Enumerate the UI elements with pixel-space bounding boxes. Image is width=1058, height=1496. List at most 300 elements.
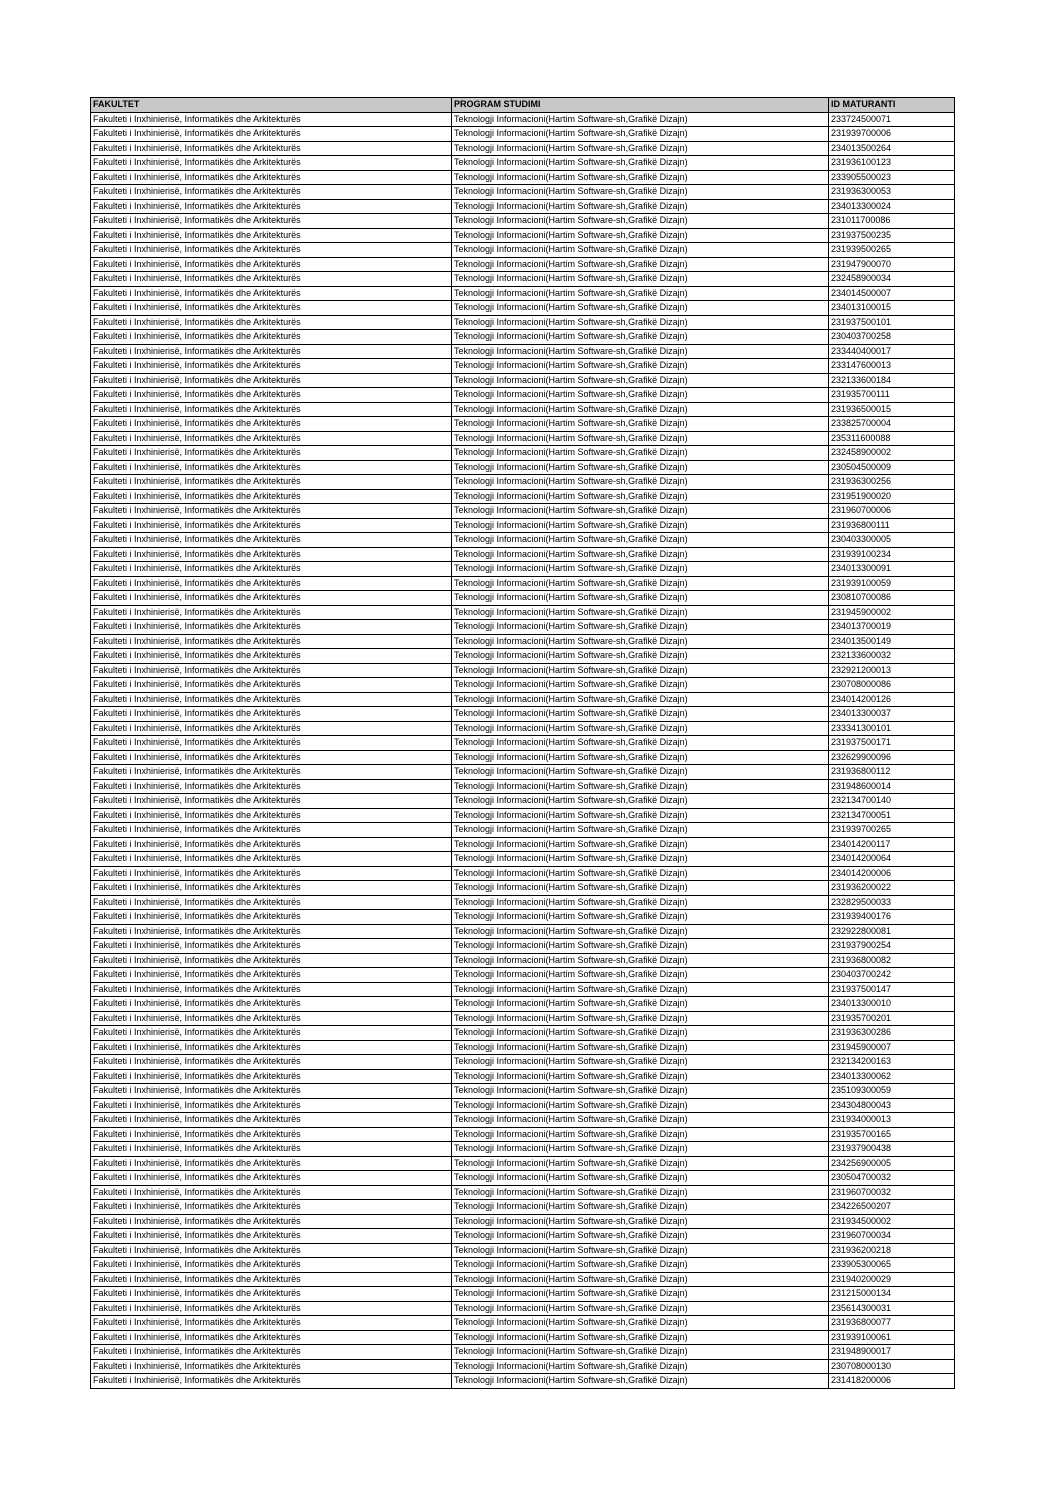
student-id-cell: 234226500207 (829, 1200, 955, 1215)
program-cell: Teknologji Informacioni(Hartim Software-sh,Grafikë Dizajn) (452, 1171, 829, 1186)
table-row (91, 199, 955, 214)
faculty-cell: Fakulteti i Inxhinierisë, Informatikës dhe Arkitekturës (91, 895, 452, 910)
student-id-cell: 231936300256 (829, 475, 955, 490)
student-id-cell: 230403700258 (829, 330, 955, 345)
faculty-cell: Fakulteti i Inxhinierisë, Informatikës dhe Arkitekturës (91, 1011, 452, 1026)
student-id-cell: 230810700086 (829, 591, 955, 606)
table-row (91, 286, 955, 301)
program-cell: Teknologji Informacioni(Hartim Software-sh,Grafikë Dizajn) (452, 576, 829, 591)
student-id-cell: 233825700004 (829, 417, 955, 432)
student-id-cell: 231945900007 (829, 1040, 955, 1055)
table-row (91, 417, 955, 432)
table-row (91, 446, 955, 461)
student-id-cell: 234013300062 (829, 1069, 955, 1084)
table-row (91, 402, 955, 417)
table-row (91, 489, 955, 504)
faculty-cell: Fakulteti i Inxhinierisë, Informatikës dhe Arkitekturës (91, 1055, 452, 1070)
table-row (91, 1113, 955, 1128)
student-id-cell: 231418200006 (829, 1374, 955, 1389)
student-id-cell: 231936300286 (829, 1026, 955, 1041)
table-row (91, 605, 955, 620)
faculty-cell: Fakulteti i Inxhinierisë, Informatikës dhe Arkitekturës (91, 547, 452, 562)
program-cell: Teknologji Informacioni(Hartim Software-sh,Grafikë Dizajn) (452, 1069, 829, 1084)
faculty-cell: Fakulteti i Inxhinierisë, Informatikës dhe Arkitekturës (91, 170, 452, 185)
student-id-cell: 230403300005 (829, 533, 955, 548)
faculty-cell: Fakulteti i Inxhinierisë, Informatikës dhe Arkitekturës (91, 1127, 452, 1142)
faculty-cell: Fakulteti i Inxhinierisë, Informatikës dhe Arkitekturës (91, 997, 452, 1012)
student-id-cell: 233440400017 (829, 344, 955, 359)
table-row (91, 127, 955, 142)
table-row (91, 1084, 955, 1099)
table-row (91, 518, 955, 533)
table-row (91, 649, 955, 664)
program-cell: Teknologji Informacioni(Hartim Software-sh,Grafikë Dizajn) (452, 881, 829, 896)
faculty-cell: Fakulteti i Inxhinierisë, Informatikës dhe Arkitekturës (91, 446, 452, 461)
student-id-cell: 231960700032 (829, 1185, 955, 1200)
table-row (91, 997, 955, 1012)
faculty-cell: Fakulteti i Inxhinierisë, Informatikës dhe Arkitekturës (91, 1026, 452, 1041)
program-cell: Teknologji Informacioni(Hartim Software-sh,Grafikë Dizajn) (452, 1040, 829, 1055)
program-cell: Teknologji Informacioni(Hartim Software-sh,Grafikë Dizajn) (452, 156, 829, 171)
student-id-cell: 231936800112 (829, 765, 955, 780)
student-id-cell: 231948900017 (829, 1345, 955, 1360)
program-cell: Teknologji Informacioni(Hartim Software-sh,Grafikë Dizajn) (452, 243, 829, 258)
student-id-cell: 231960700034 (829, 1229, 955, 1244)
table-row (91, 968, 955, 983)
program-cell: Teknologji Informacioni(Hartim Software-sh,Grafikë Dizajn) (452, 1098, 829, 1113)
program-cell: Teknologji Informacioni(Hartim Software-sh,Grafikë Dizajn) (452, 1055, 829, 1070)
table-row (91, 257, 955, 272)
student-id-cell: 235311600088 (829, 431, 955, 446)
faculty-cell: Fakulteti i Inxhinierisë, Informatikës dhe Arkitekturës (91, 1258, 452, 1273)
faculty-cell: Fakulteti i Inxhinierisë, Informatikës dhe Arkitekturës (91, 562, 452, 577)
faculty-cell: Fakulteti i Inxhinierisë, Informatikës dhe Arkitekturës (91, 1185, 452, 1200)
faculty-cell: Fakulteti i Inxhinierisë, Informatikës dhe Arkitekturës (91, 1171, 452, 1186)
faculty-cell: Fakulteti i Inxhinierisë, Informatikës dhe Arkitekturës (91, 518, 452, 533)
program-cell: Teknologji Informacioni(Hartim Software-sh,Grafikë Dizajn) (452, 634, 829, 649)
faculty-cell: Fakulteti i Inxhinierisë, Informatikës dhe Arkitekturës (91, 1272, 452, 1287)
faculty-cell: Fakulteti i Inxhinierisë, Informatikës dhe Arkitekturës (91, 1243, 452, 1258)
faculty-cell: Fakulteti i Inxhinierisë, Informatikës dhe Arkitekturës (91, 576, 452, 591)
student-id-cell: 230403700242 (829, 968, 955, 983)
faculty-cell: Fakulteti i Inxhinierisë, Informatikës dhe Arkitekturës (91, 301, 452, 316)
table-row (91, 721, 955, 736)
table-row (91, 576, 955, 591)
table-row (91, 779, 955, 794)
program-cell: Teknologji Informacioni(Hartim Software-sh,Grafikë Dizajn) (452, 736, 829, 751)
program-cell: Teknologji Informacioni(Hartim Software-sh,Grafikë Dizajn) (452, 982, 829, 997)
program-cell: Teknologji Informacioni(Hartim Software-sh,Grafikë Dizajn) (452, 1243, 829, 1258)
table-row (91, 1229, 955, 1244)
program-cell: Teknologji Informacioni(Hartim Software-sh,Grafikë Dizajn) (452, 924, 829, 939)
faculty-cell: Fakulteti i Inxhinierisë, Informatikës dhe Arkitekturës (91, 1113, 452, 1128)
faculty-cell: Fakulteti i Inxhinierisë, Informatikës dhe Arkitekturës (91, 591, 452, 606)
program-cell: Teknologji Informacioni(Hartim Software-sh,Grafikë Dizajn) (452, 605, 829, 620)
student-id-cell: 231935700165 (829, 1127, 955, 1142)
student-id-cell: 234304800043 (829, 1098, 955, 1113)
table-row (91, 1200, 955, 1215)
program-cell: Teknologji Informacioni(Hartim Software-sh,Grafikë Dizajn) (452, 1127, 829, 1142)
table-row (91, 707, 955, 722)
table-row (91, 156, 955, 171)
faculty-cell: Fakulteti i Inxhinierisë, Informatikës dhe Arkitekturës (91, 736, 452, 751)
program-cell: Teknologji Informacioni(Hartim Software-sh,Grafikë Dizajn) (452, 518, 829, 533)
table-row (91, 1214, 955, 1229)
table-row (91, 866, 955, 881)
table-row (91, 953, 955, 968)
student-id-cell: 231939400176 (829, 910, 955, 925)
student-id-cell: 231937500101 (829, 315, 955, 330)
student-id-cell: 231934000013 (829, 1113, 955, 1128)
faculty-cell: Fakulteti i Inxhinierisë, Informatikës dhe Arkitekturës (91, 939, 452, 954)
faculty-cell: Fakulteti i Inxhinierisë, Informatikës dhe Arkitekturës (91, 692, 452, 707)
table-row (91, 1301, 955, 1316)
student-id-cell: 232629900096 (829, 750, 955, 765)
table-row (91, 112, 955, 127)
student-id-cell: 234013300010 (829, 997, 955, 1012)
student-id-cell: 231937500147 (829, 982, 955, 997)
program-cell: Teknologji Informacioni(Hartim Software-sh,Grafikë Dizajn) (452, 852, 829, 867)
faculty-cell: Fakulteti i Inxhinierisë, Informatikës dhe Arkitekturës (91, 765, 452, 780)
program-cell: Teknologji Informacioni(Hartim Software-sh,Grafikë Dizajn) (452, 707, 829, 722)
faculty-cell: Fakulteti i Inxhinierisë, Informatikës dhe Arkitekturës (91, 330, 452, 345)
faculty-cell: Fakulteti i Inxhinierisë, Informatikës dhe Arkitekturës (91, 1301, 452, 1316)
student-id-cell: 233341300101 (829, 721, 955, 736)
table-row (91, 1272, 955, 1287)
table-row (91, 1287, 955, 1302)
faculty-cell: Fakulteti i Inxhinierisë, Informatikës dhe Arkitekturës (91, 402, 452, 417)
table-row (91, 591, 955, 606)
student-id-cell: 234013300037 (829, 707, 955, 722)
table-row (91, 823, 955, 838)
program-cell: Teknologji Informacioni(Hartim Software-sh,Grafikë Dizajn) (452, 417, 829, 432)
program-cell: Teknologji Informacioni(Hartim Software-sh,Grafikë Dizajn) (452, 808, 829, 823)
program-cell: Teknologji Informacioni(Hartim Software-sh,Grafikë Dizajn) (452, 823, 829, 838)
program-cell: Teknologji Informacioni(Hartim Software-sh,Grafikë Dizajn) (452, 315, 829, 330)
program-cell: Teknologji Informacioni(Hartim Software-sh,Grafikë Dizajn) (452, 1084, 829, 1099)
table-row (91, 344, 955, 359)
program-cell: Teknologji Informacioni(Hartim Software-sh,Grafikë Dizajn) (452, 373, 829, 388)
faculty-cell: Fakulteti i Inxhinierisë, Informatikës dhe Arkitekturës (91, 823, 452, 838)
faculty-cell: Fakulteti i Inxhinierisë, Informatikës dhe Arkitekturës (91, 1142, 452, 1157)
program-cell: Teknologji Informacioni(Hartim Software-sh,Grafikë Dizajn) (452, 663, 829, 678)
table-row (91, 533, 955, 548)
program-cell: Teknologji Informacioni(Hartim Software-sh,Grafikë Dizajn) (452, 228, 829, 243)
table-row (91, 475, 955, 490)
table-row (91, 504, 955, 519)
table-row (91, 1258, 955, 1273)
faculty-cell: Fakulteti i Inxhinierisë, Informatikës dhe Arkitekturës (91, 431, 452, 446)
student-id-cell: 233724500071 (829, 112, 955, 127)
table-row (91, 1098, 955, 1113)
student-id-cell: 231011700086 (829, 214, 955, 229)
faculty-cell: Fakulteti i Inxhinierisë, Informatikës dhe Arkitekturës (91, 968, 452, 983)
table-row (91, 1243, 955, 1258)
program-cell: Teknologji Informacioni(Hartim Software-sh,Grafikë Dizajn) (452, 127, 829, 142)
table-row (91, 837, 955, 852)
student-id-cell: 231939100234 (829, 547, 955, 562)
program-cell: Teknologji Informacioni(Hartim Software-sh,Grafikë Dizajn) (452, 112, 829, 127)
program-cell: Teknologji Informacioni(Hartim Software-sh,Grafikë Dizajn) (452, 692, 829, 707)
student-id-cell: 231939500265 (829, 243, 955, 258)
faculty-cell: Fakulteti i Inxhinierisë, Informatikës dhe Arkitekturës (91, 1330, 452, 1345)
table-row (91, 301, 955, 316)
faculty-cell: Fakulteti i Inxhinierisë, Informatikës dhe Arkitekturës (91, 779, 452, 794)
faculty-cell: Fakulteti i Inxhinierisë, Informatikës dhe Arkitekturës (91, 953, 452, 968)
table-row (91, 678, 955, 693)
student-id-cell: 232134700051 (829, 808, 955, 823)
faculty-cell: Fakulteti i Inxhinierisë, Informatikës dhe Arkitekturës (91, 315, 452, 330)
program-cell: Teknologji Informacioni(Hartim Software-sh,Grafikë Dizajn) (452, 750, 829, 765)
faculty-cell: Fakulteti i Inxhinierisë, Informatikës dhe Arkitekturës (91, 185, 452, 200)
table-row (91, 315, 955, 330)
table-row (91, 1185, 955, 1200)
student-id-cell: 232133600184 (829, 373, 955, 388)
student-id-cell: 230504700032 (829, 1171, 955, 1186)
table-row (91, 1156, 955, 1171)
table-row (91, 170, 955, 185)
program-cell: Teknologji Informacioni(Hartim Software-sh,Grafikë Dizajn) (452, 1316, 829, 1331)
program-cell: Teknologji Informacioni(Hartim Software-sh,Grafikë Dizajn) (452, 1200, 829, 1215)
student-id-cell: 231945900002 (829, 605, 955, 620)
student-id-cell: 231939700006 (829, 127, 955, 142)
faculty-cell: Fakulteti i Inxhinierisë, Informatikës dhe Arkitekturës (91, 1214, 452, 1229)
program-cell: Teknologji Informacioni(Hartim Software-sh,Grafikë Dizajn) (452, 620, 829, 635)
student-id-cell: 234014200006 (829, 866, 955, 881)
program-cell: Teknologji Informacioni(Hartim Software-sh,Grafikë Dizajn) (452, 170, 829, 185)
table-row (91, 562, 955, 577)
program-cell: Teknologji Informacioni(Hartim Software-sh,Grafikë Dizajn) (452, 460, 829, 475)
student-id-cell: 234013300024 (829, 199, 955, 214)
table-row (91, 228, 955, 243)
student-id-cell: 235109300059 (829, 1084, 955, 1099)
student-id-cell: 232458900034 (829, 272, 955, 287)
program-cell: Teknologji Informacioni(Hartim Software-sh,Grafikë Dizajn) (452, 721, 829, 736)
faculty-cell: Fakulteti i Inxhinierisë, Informatikës dhe Arkitekturës (91, 489, 452, 504)
faculty-cell: Fakulteti i Inxhinierisë, Informatikës dhe Arkitekturës (91, 649, 452, 664)
table-row (91, 1127, 955, 1142)
program-cell: Teknologji Informacioni(Hartim Software-sh,Grafikë Dizajn) (452, 562, 829, 577)
student-id-cell: 234014200064 (829, 852, 955, 867)
student-id-cell: 232134200163 (829, 1055, 955, 1070)
table-row (91, 1316, 955, 1331)
program-cell: Teknologji Informacioni(Hartim Software-sh,Grafikë Dizajn) (452, 199, 829, 214)
table-row (91, 1171, 955, 1186)
table-row (91, 1330, 955, 1345)
table-row (91, 1359, 955, 1374)
student-id-cell: 231937900438 (829, 1142, 955, 1157)
table-row (91, 852, 955, 867)
student-id-cell: 231948600014 (829, 779, 955, 794)
faculty-cell: Fakulteti i Inxhinierisë, Informatikës dhe Arkitekturës (91, 141, 452, 156)
program-cell: Teknologji Informacioni(Hartim Software-sh,Grafikë Dizajn) (452, 765, 829, 780)
faculty-cell: Fakulteti i Inxhinierisë, Informatikës dhe Arkitekturës (91, 1200, 452, 1215)
student-id-cell: 231947900070 (829, 257, 955, 272)
faculty-cell: Fakulteti i Inxhinierisë, Informatikës dhe Arkitekturës (91, 214, 452, 229)
program-cell: Teknologji Informacioni(Hartim Software-sh,Grafikë Dizajn) (452, 779, 829, 794)
faculty-cell: Fakulteti i Inxhinierisë, Informatikës dhe Arkitekturës (91, 1374, 452, 1389)
student-id-cell: 233905300065 (829, 1258, 955, 1273)
program-cell: Teknologji Informacioni(Hartim Software-sh,Grafikë Dizajn) (452, 446, 829, 461)
program-cell: Teknologji Informacioni(Hartim Software-sh,Grafikë Dizajn) (452, 214, 829, 229)
faculty-cell: Fakulteti i Inxhinierisë, Informatikës dhe Arkitekturës (91, 127, 452, 142)
faculty-cell: Fakulteti i Inxhinierisë, Informatikës dhe Arkitekturës (91, 460, 452, 475)
faculty-cell: Fakulteti i Inxhinierisë, Informatikës dhe Arkitekturës (91, 663, 452, 678)
faculty-cell: Fakulteti i Inxhinierisë, Informatikës dhe Arkitekturës (91, 344, 452, 359)
faculty-cell: Fakulteti i Inxhinierisë, Informatikës dhe Arkitekturës (91, 605, 452, 620)
student-id-cell: 231934500002 (829, 1214, 955, 1229)
faculty-cell: Fakulteti i Inxhinierisë, Informatikës dhe Arkitekturës (91, 620, 452, 635)
program-cell: Teknologji Informacioni(Hartim Software-sh,Grafikë Dizajn) (452, 1258, 829, 1273)
program-cell: Teknologji Informacioni(Hartim Software-sh,Grafikë Dizajn) (452, 504, 829, 519)
student-id-cell: 232134700140 (829, 794, 955, 809)
faculty-cell: Fakulteti i Inxhinierisë, Informatikës dhe Arkitekturës (91, 1156, 452, 1171)
faculty-cell: Fakulteti i Inxhinierisë, Informatikës dhe Arkitekturës (91, 794, 452, 809)
student-id-cell: 232921200013 (829, 663, 955, 678)
program-cell: Teknologji Informacioni(Hartim Software-sh,Grafikë Dizajn) (452, 185, 829, 200)
faculty-cell: Fakulteti i Inxhinierisë, Informatikës dhe Arkitekturës (91, 373, 452, 388)
table-row (91, 620, 955, 635)
student-id-cell: 230708000086 (829, 678, 955, 693)
student-id-cell: 232922800081 (829, 924, 955, 939)
faculty-cell: Fakulteti i Inxhinierisë, Informatikës dhe Arkitekturës (91, 1345, 452, 1360)
student-id-cell: 231935700201 (829, 1011, 955, 1026)
program-cell: Teknologji Informacioni(Hartim Software-sh,Grafikë Dizajn) (452, 1330, 829, 1345)
program-cell: Teknologji Informacioni(Hartim Software-sh,Grafikë Dizajn) (452, 1229, 829, 1244)
table-row (91, 750, 955, 765)
student-id-cell: 231937500235 (829, 228, 955, 243)
faculty-cell: Fakulteti i Inxhinierisë, Informatikës dhe Arkitekturës (91, 156, 452, 171)
program-cell: Teknologji Informacioni(Hartim Software-sh,Grafikë Dizajn) (452, 257, 829, 272)
table-row (91, 808, 955, 823)
faculty-cell: Fakulteti i Inxhinierisë, Informatikës dhe Arkitekturës (91, 1084, 452, 1099)
faculty-cell: Fakulteti i Inxhinierisë, Informatikës dhe Arkitekturës (91, 388, 452, 403)
header-faculty: FAKULTET (91, 98, 452, 113)
faculty-cell: Fakulteti i Inxhinierisë, Informatikës dhe Arkitekturës (91, 228, 452, 243)
faculty-cell: Fakulteti i Inxhinierisë, Informatikës dhe Arkitekturës (91, 286, 452, 301)
faculty-cell: Fakulteti i Inxhinierisë, Informatikës dhe Arkitekturës (91, 504, 452, 519)
table-body (91, 112, 955, 1388)
faculty-cell: Fakulteti i Inxhinierisë, Informatikës dhe Arkitekturës (91, 1229, 452, 1244)
program-cell: Teknologji Informacioni(Hartim Software-sh,Grafikë Dizajn) (452, 301, 829, 316)
program-cell: Teknologji Informacioni(Hartim Software-sh,Grafikë Dizajn) (452, 475, 829, 490)
program-cell: Teknologji Informacioni(Hartim Software-sh,Grafikë Dizajn) (452, 591, 829, 606)
table-row (91, 794, 955, 809)
faculty-cell: Fakulteti i Inxhinierisë, Informatikës dhe Arkitekturës (91, 1040, 452, 1055)
student-id-cell: 230708000130 (829, 1359, 955, 1374)
program-cell: Teknologji Informacioni(Hartim Software-sh,Grafikë Dizajn) (452, 533, 829, 548)
header-student-id: ID MATURANTI (829, 98, 955, 113)
program-cell: Teknologji Informacioni(Hartim Software-sh,Grafikë Dizajn) (452, 1272, 829, 1287)
program-cell: Teknologji Informacioni(Hartim Software-sh,Grafikë Dizajn) (452, 1142, 829, 1157)
student-id-cell: 232133600032 (829, 649, 955, 664)
admission-table (90, 97, 955, 1389)
program-cell: Teknologji Informacioni(Hartim Software-sh,Grafikë Dizajn) (452, 1287, 829, 1302)
table-row (91, 373, 955, 388)
program-cell: Teknologji Informacioni(Hartim Software-sh,Grafikë Dizajn) (452, 388, 829, 403)
faculty-cell: Fakulteti i Inxhinierisë, Informatikës dhe Arkitekturës (91, 634, 452, 649)
table-row (91, 243, 955, 258)
faculty-cell: Fakulteti i Inxhinierisë, Informatikës dhe Arkitekturës (91, 533, 452, 548)
student-id-cell: 231215000134 (829, 1287, 955, 1302)
table-row (91, 736, 955, 751)
program-cell: Teknologji Informacioni(Hartim Software-sh,Grafikë Dizajn) (452, 953, 829, 968)
faculty-cell: Fakulteti i Inxhinierisë, Informatikës dhe Arkitekturës (91, 199, 452, 214)
table-row (91, 634, 955, 649)
faculty-cell: Fakulteti i Inxhinierisë, Informatikës dhe Arkitekturës (91, 910, 452, 925)
student-id-cell: 232458900002 (829, 446, 955, 461)
faculty-cell: Fakulteti i Inxhinierisë, Informatikës dhe Arkitekturës (91, 1316, 452, 1331)
program-cell: Teknologji Informacioni(Hartim Software-sh,Grafikë Dizajn) (452, 895, 829, 910)
table-row (91, 924, 955, 939)
faculty-cell: Fakulteti i Inxhinierisë, Informatikës dhe Arkitekturës (91, 881, 452, 896)
student-id-cell: 234013700019 (829, 620, 955, 635)
table-row (91, 1374, 955, 1389)
student-id-cell: 231936800077 (829, 1316, 955, 1331)
program-cell: Teknologji Informacioni(Hartim Software-sh,Grafikë Dizajn) (452, 402, 829, 417)
faculty-cell: Fakulteti i Inxhinierisë, Informatikës dhe Arkitekturës (91, 721, 452, 736)
table-row (91, 663, 955, 678)
program-cell: Teknologji Informacioni(Hartim Software-sh,Grafikë Dizajn) (452, 678, 829, 693)
student-id-cell: 233905500023 (829, 170, 955, 185)
faculty-cell: Fakulteti i Inxhinierisë, Informatikës dhe Arkitekturës (91, 1287, 452, 1302)
student-id-cell: 234013100015 (829, 301, 955, 316)
program-cell: Teknologji Informacioni(Hartim Software-sh,Grafikë Dizajn) (452, 547, 829, 562)
program-cell: Teknologji Informacioni(Hartim Software-sh,Grafikë Dizajn) (452, 939, 829, 954)
faculty-cell: Fakulteti i Inxhinierisë, Informatikës dhe Arkitekturës (91, 1098, 452, 1113)
table-row (91, 1040, 955, 1055)
student-id-cell: 235614300031 (829, 1301, 955, 1316)
faculty-cell: Fakulteti i Inxhinierisë, Informatikës dhe Arkitekturës (91, 750, 452, 765)
faculty-cell: Fakulteti i Inxhinierisë, Informatikës dhe Arkitekturës (91, 257, 452, 272)
header-row (91, 98, 955, 113)
table-row (91, 1011, 955, 1026)
student-id-cell: 231936800082 (829, 953, 955, 968)
faculty-cell: Fakulteti i Inxhinierisë, Informatikës dhe Arkitekturës (91, 417, 452, 432)
program-cell: Teknologji Informacioni(Hartim Software-sh,Grafikë Dizajn) (452, 359, 829, 374)
faculty-cell: Fakulteti i Inxhinierisë, Informatikës dhe Arkitekturës (91, 924, 452, 939)
table-row (91, 214, 955, 229)
header-program: PROGRAM STUDIMI (452, 98, 829, 113)
program-cell: Teknologji Informacioni(Hartim Software-sh,Grafikë Dizajn) (452, 837, 829, 852)
table-row (91, 939, 955, 954)
student-id-cell: 231935700111 (829, 388, 955, 403)
program-cell: Teknologji Informacioni(Hartim Software-sh,Grafikë Dizajn) (452, 866, 829, 881)
student-id-cell: 231936800111 (829, 518, 955, 533)
table-row (91, 1345, 955, 1360)
student-id-cell: 231936200218 (829, 1243, 955, 1258)
program-cell: Teknologji Informacioni(Hartim Software-sh,Grafikë Dizajn) (452, 330, 829, 345)
student-id-cell: 231937500171 (829, 736, 955, 751)
student-id-cell: 231936500015 (829, 402, 955, 417)
faculty-cell: Fakulteti i Inxhinierisë, Informatikës dhe Arkitekturës (91, 1069, 452, 1084)
table-row (91, 910, 955, 925)
table-row (91, 272, 955, 287)
program-cell: Teknologji Informacioni(Hartim Software-sh,Grafikë Dizajn) (452, 910, 829, 925)
program-cell: Teknologji Informacioni(Hartim Software-sh,Grafikë Dizajn) (452, 1345, 829, 1360)
student-id-cell: 234256900005 (829, 1156, 955, 1171)
faculty-cell: Fakulteti i Inxhinierisë, Informatikës dhe Arkitekturës (91, 707, 452, 722)
student-id-cell: 230504500009 (829, 460, 955, 475)
program-cell: Teknologji Informacioni(Hartim Software-sh,Grafikë Dizajn) (452, 1374, 829, 1389)
student-id-cell: 231939700265 (829, 823, 955, 838)
student-id-cell: 231939100061 (829, 1330, 955, 1345)
student-id-cell: 231940200029 (829, 1272, 955, 1287)
student-id-cell: 233147600013 (829, 359, 955, 374)
table-row (91, 765, 955, 780)
program-cell: Teknologji Informacioni(Hartim Software-sh,Grafikë Dizajn) (452, 997, 829, 1012)
student-id-cell: 231951900020 (829, 489, 955, 504)
